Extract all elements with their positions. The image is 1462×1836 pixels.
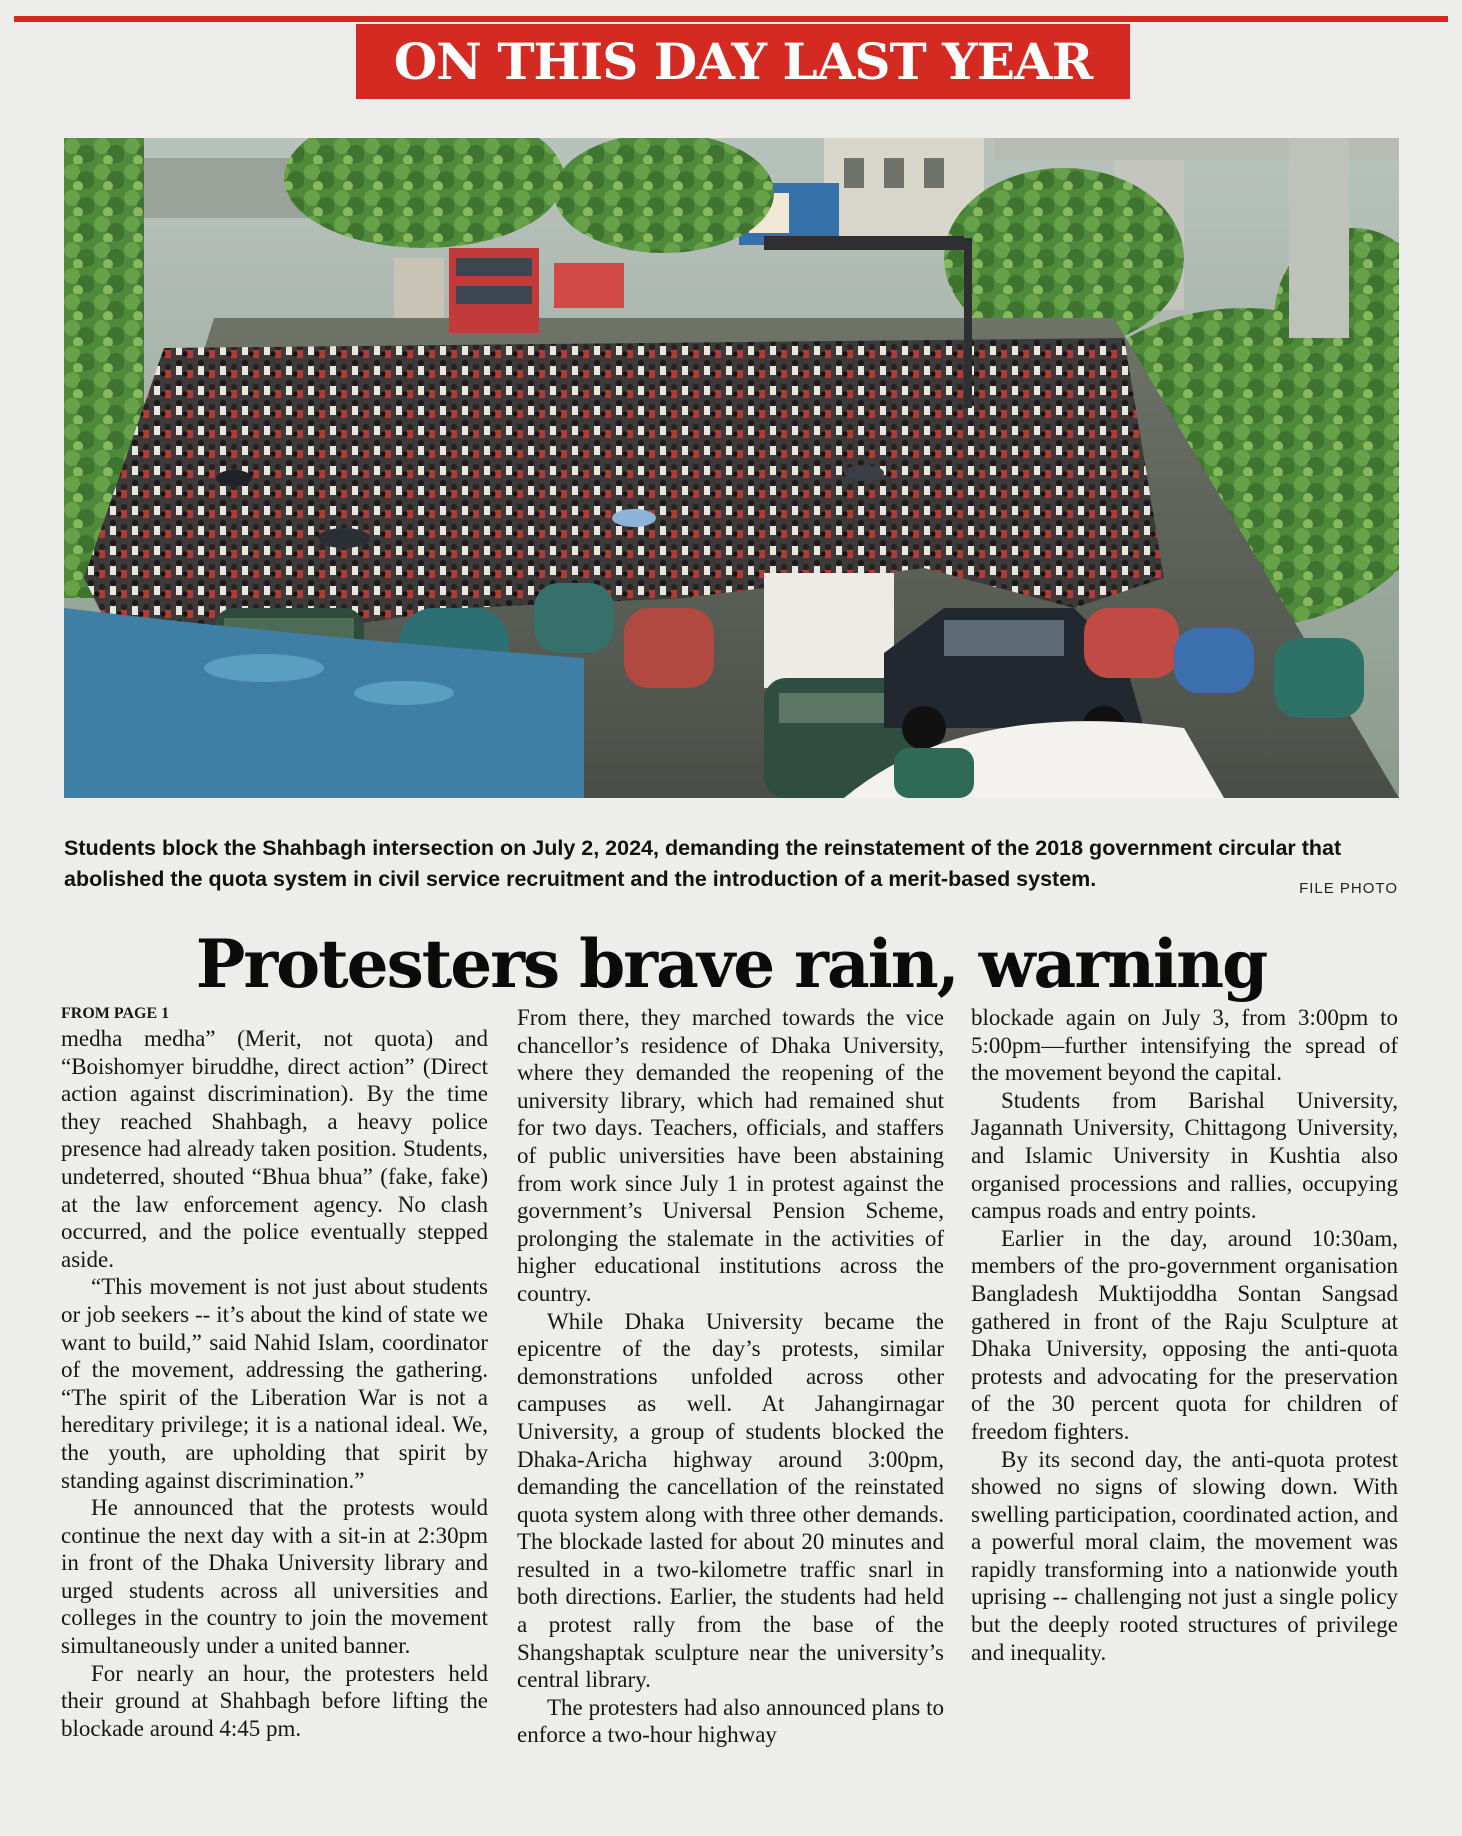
article-column-2 [517,1004,944,1749]
paragraph: He announced that the protests would continue the next day with a sit-in at 2:30pm in front of the Dhaka University library and urged students across all universities and colleges in the country to join the movement simultaneously under a united banner. [61,1495,488,1659]
paragraph: For nearly an hour, the protesters held their ground at Shahbagh before lifting the blockade around 4:45 pm. [61,1660,488,1741]
article-headline: Protesters brave rain, warning [195,925,1267,1003]
paragraph: blockade again on July 3, from 3:00pm to 5:00pm—further intensifying the spread of the movement beyond the capital. [971,1005,1398,1086]
paragraph: The protesters had also announced plans to enforce a two-hour highway [517,1694,944,1748]
paragraph: From there, they marched towards the vice chancellor’s residence of Dhaka University, where they demanded the reopening of the university library, which had remained shut for two days. Teachers, officials, and staffers of public universities have been abstaining from work since July 1 in protest against the government’s Universal Pension Scheme, prolonging the stalemate in the activities of higher educational institutions across the country. [517,1005,944,1306]
article-column-3 [971,1004,1398,1666]
paragraph: By its second day, the anti-quota protest showed no signs of slowing down. With swelling participation, coordinated action, and a powerful moral claim, the movement was rapidly transforming into a nationwide youth uprising -- challenging not just a single policy but the deeply rooted structures of privilege and inequality. [971,1446,1398,1665]
paragraph: “This movement is not just about students or job seekers -- it’s about the kind of state we want to build,” said Nahid Islam, coordinator of the movement, addressing the gathering. “The spirit of the Liberation War is not a hereditary privilege; it is a national ideal. We, the youth, are upholding that spirit by standing against discrimination.” [61,1274,488,1493]
paragraph: Earlier in the day, around 10:30am, members of the pro-government organisation Bangladesh Muktijoddha Sontan Sangsad gathered in front of the Raju Sculpture at Dhaka University, opposing the anti-quota protests and advocating for the preservation of the 30 percent quota for children of freedom fighters. [971,1225,1398,1444]
photo-caption: Students block the Shahbagh intersection on July 2, 2024, demanding the reinstatement of the 2018 government circular that abolished the quota system in civil service recruitment and the introduction of a merit-based system. [64,836,1342,891]
protest-photo [64,138,1399,798]
from-page-label: FROM PAGE 1 [61,1005,170,1022]
top-accent-rule [14,16,1448,22]
protest-crowd-photo-icon [64,138,1399,798]
paragraph: While Dhaka University became the epicentre of the day’s protests, similar demonstrations unfolded across other campuses as well. At Jahangirnagar University, a group of students blocked the Dhaka-Aricha highway around 3:00pm, demanding the cancellation of the reinstated quota system along with three other demands. The blockade lasted for about 20 minutes and resulted in a two-kilometre traffic snarl in both directions. Earlier, the students had held a protest rally from the base of the Shangshaptak sculpture near the university’s central library. [517,1308,944,1693]
paragraph: medha medha” (Merit, not quota) and “Boishomyer biruddhe, direct action” (Direct action against discrimination). By the time they reached Shahbagh, a heavy police presence had already taken position. Students, undeterred, shouted “Bhua bhua” (fake, fake) at the law enforcement agency. No clash occurred, and the police eventually stepped aside. [61,1026,488,1272]
photo-credit: FILE PHOTO [1299,880,1398,897]
paragraph: Students from Barishal University, Jagannath University, Chittagong University, and Islamic University in Kushtia also organised processions and rallies, occupying campus roads and entry points. [971,1087,1398,1224]
article-column-1 [61,1004,488,1742]
section-banner: ON THIS DAY LAST YEAR [356,24,1130,99]
